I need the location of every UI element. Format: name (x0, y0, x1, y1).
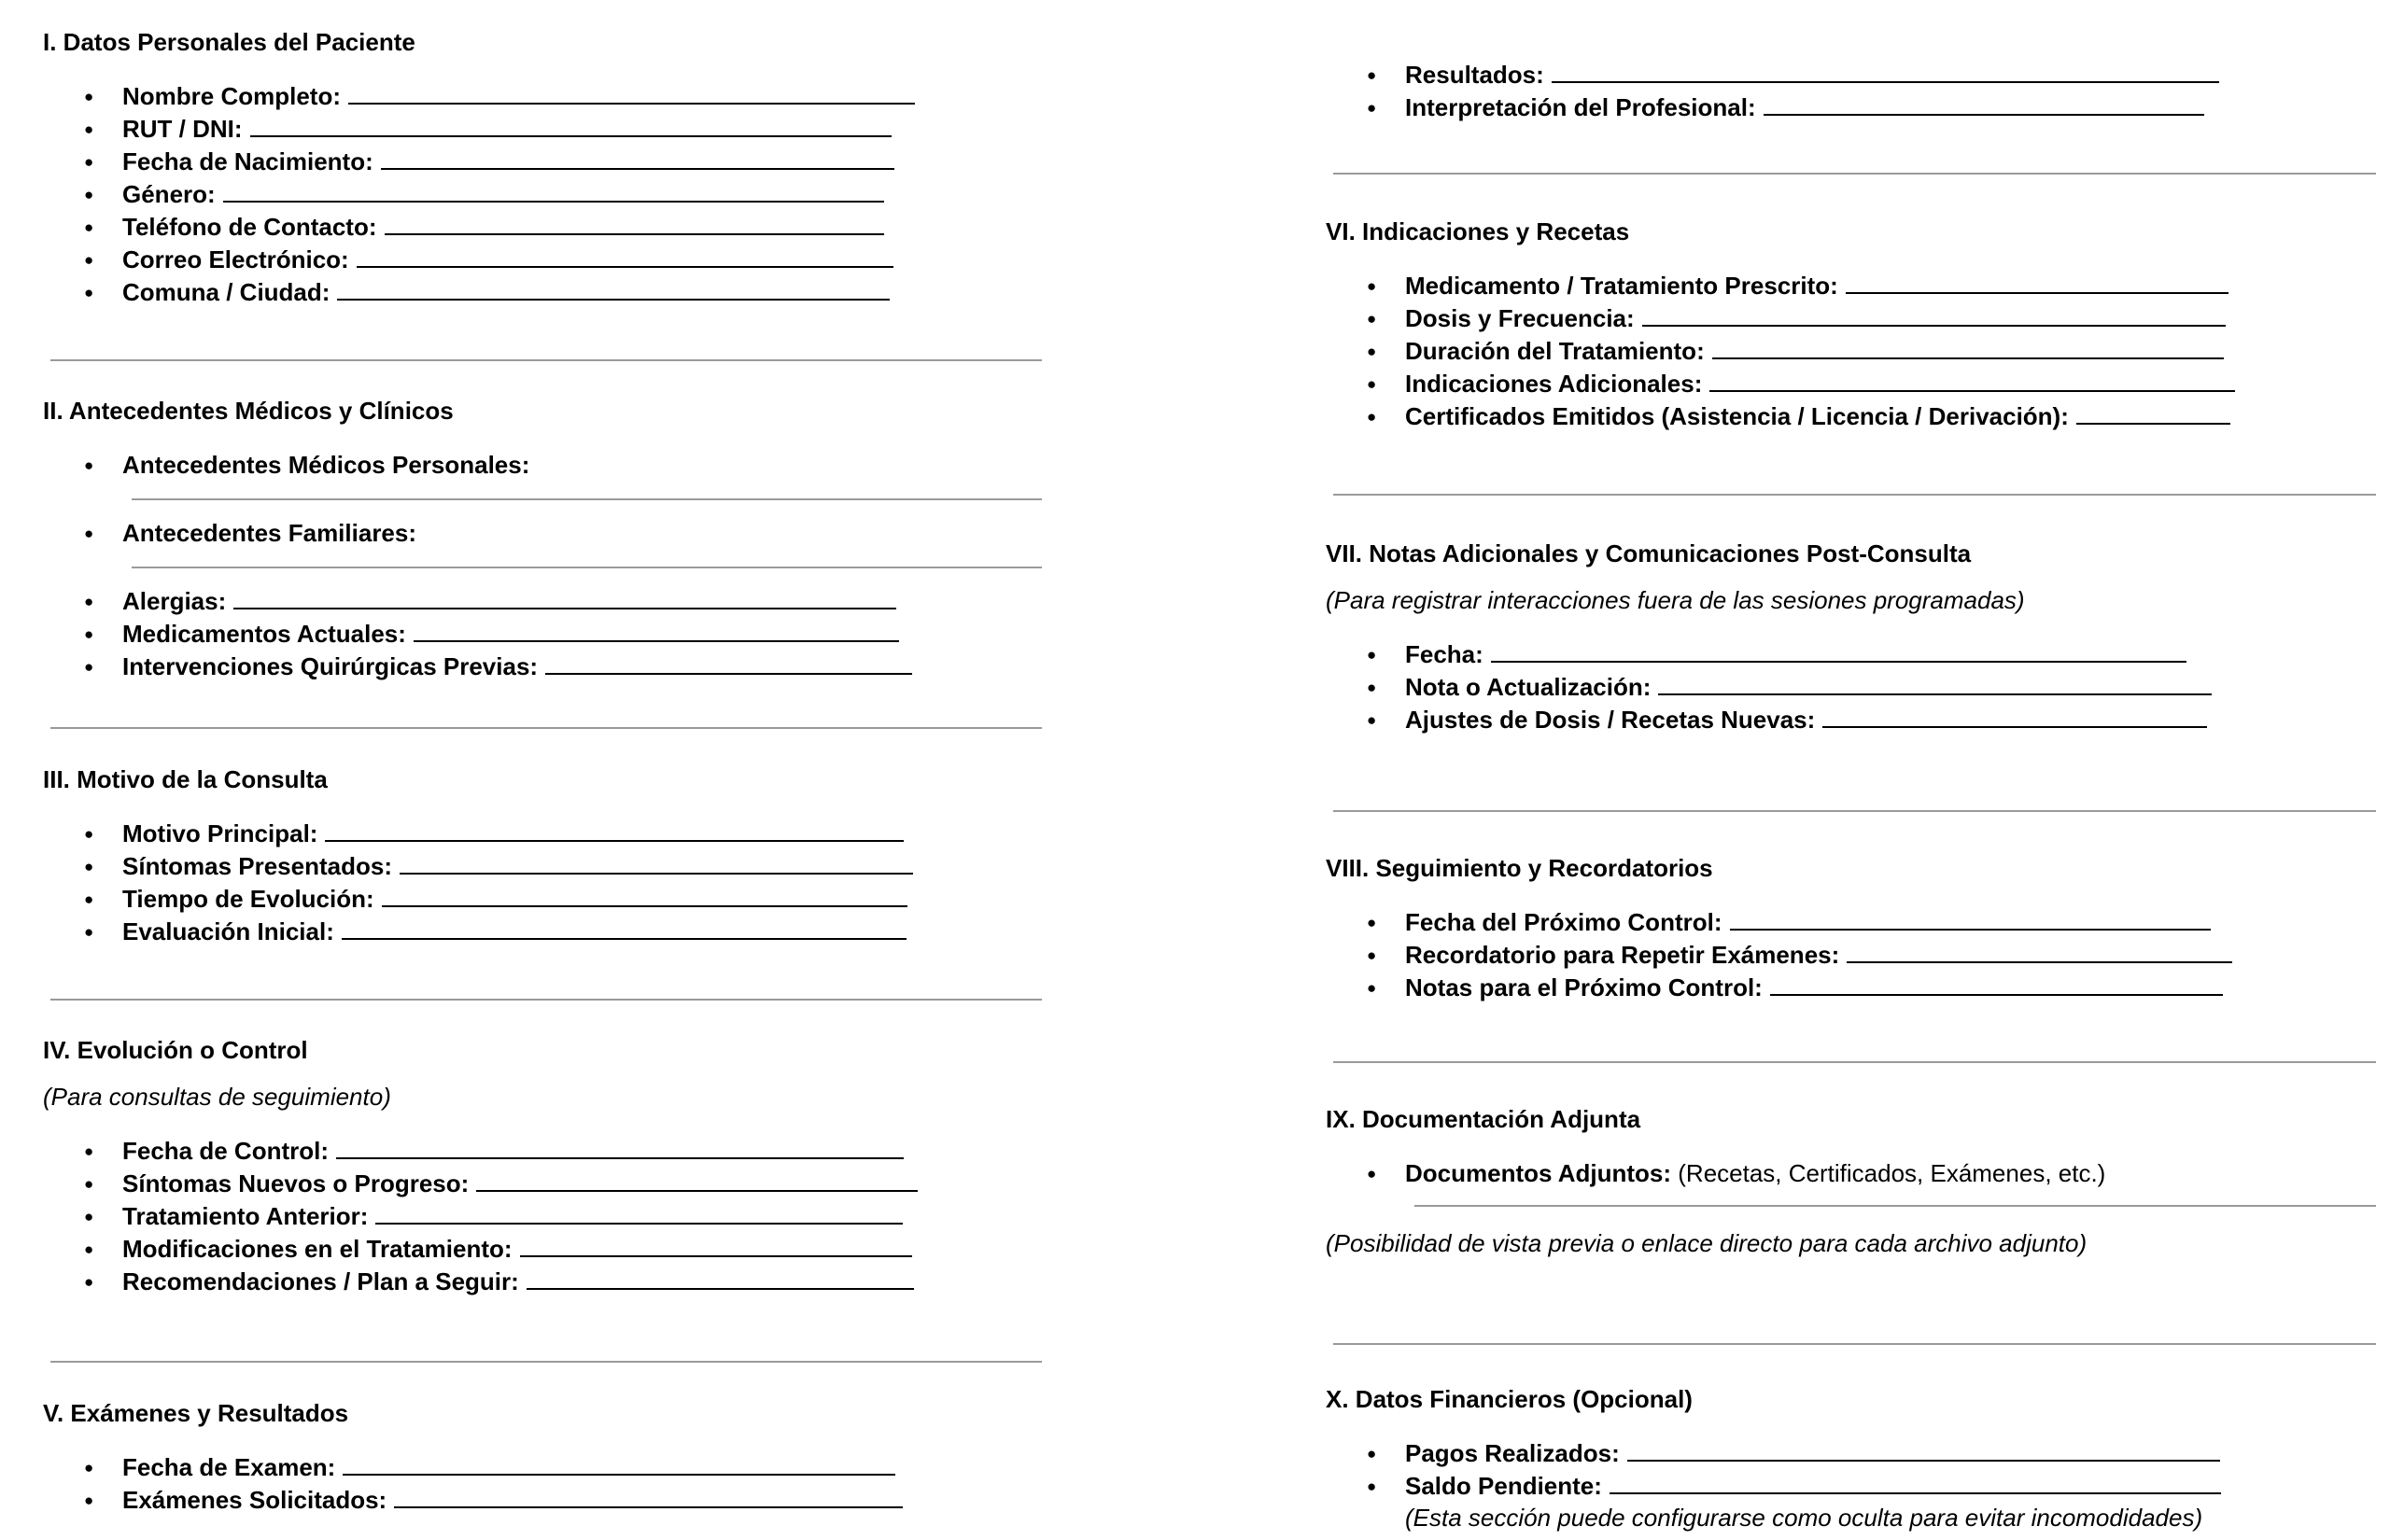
field-label: Resultados: (1405, 61, 1544, 89)
field-label: Antecedentes Familiares: (122, 519, 417, 547)
section-title: V. Exámenes y Resultados (43, 1399, 349, 1427)
field-certificados (1326, 400, 2376, 433)
field-label: Nombre Completo: (122, 82, 341, 110)
field-label: Fecha de Examen: (122, 1453, 336, 1481)
field-label: Nota o Actualización: (1405, 673, 1652, 701)
section-documentacion (1326, 1105, 2376, 1281)
field-blank[interactable] (1491, 638, 2186, 663)
field-label: Síntomas Presentados: (122, 852, 392, 880)
field-label: Exámenes Solicitados: (122, 1486, 387, 1514)
field-label: Duración del Tratamiento: (1405, 337, 1705, 365)
section-title: VI. Indicaciones y Recetas (1326, 217, 1630, 245)
field-label: Saldo Pendiente: (1405, 1472, 1602, 1500)
section-divider (1333, 1343, 2376, 1345)
field-list (1326, 59, 2376, 124)
field-list (1326, 906, 2376, 1004)
field-label: Teléfono de Contacto: (122, 213, 377, 241)
section-title: III. Motivo de la Consulta (43, 765, 328, 793)
field-label: Pagos Realizados: (1405, 1439, 1620, 1467)
field-label: Tratamiento Anterior: (122, 1202, 369, 1230)
section-note: (Para consultas de seguimiento) (43, 1083, 391, 1111)
field-label: Antecedentes Médicos Personales: (122, 451, 530, 479)
section-note: (Posibilidad de vista previa o enlace directo para cada archivo adjunto) (1326, 1229, 2088, 1257)
field-blank[interactable] (1709, 368, 2235, 392)
field-blank[interactable] (1764, 91, 2204, 116)
section-notas-adicionales (1326, 539, 2376, 736)
section-divider (1333, 810, 2376, 812)
field-label: Indicaciones Adicionales: (1405, 370, 1703, 398)
field-blank[interactable] (337, 276, 890, 301)
section-divider (50, 999, 1042, 1001)
field-modificaciones-tratamiento (43, 1233, 1042, 1266)
field-list (43, 585, 1042, 683)
field-notas-proximo-control (1326, 972, 2376, 1004)
field-blank[interactable] (348, 80, 915, 105)
field-list (43, 818, 1042, 948)
section-seguimiento (1326, 854, 2376, 1004)
field-blank[interactable] (2076, 400, 2230, 425)
field-blank[interactable] (527, 1266, 914, 1290)
field-label: Fecha del Próximo Control: (1405, 908, 1722, 936)
field-evaluacion-inicial (43, 916, 1042, 948)
section-examenes (43, 1399, 1042, 1517)
field-duracion-tratamiento (1326, 335, 2376, 368)
field-examenes-solicitados (43, 1484, 1042, 1517)
field-blank[interactable] (325, 818, 904, 842)
field-antecedentes-familiares (43, 517, 1042, 550)
field-blank[interactable] (400, 850, 913, 875)
field-label: Alergias: (122, 587, 227, 615)
field-nombre-completo (43, 80, 1042, 113)
field-documentos-adjuntos (1326, 1157, 2376, 1190)
field-blank[interactable] (1770, 972, 2223, 996)
field-blank[interactable] (357, 244, 893, 268)
field-label: Motivo Principal: (122, 819, 318, 847)
field-list (1326, 638, 2376, 736)
field-blank[interactable] (342, 916, 907, 940)
field-nota-actualizacion (1326, 671, 2376, 704)
field-blank[interactable] (382, 883, 907, 907)
field-blank[interactable] (1658, 671, 2212, 695)
field-list (1326, 1437, 2376, 1503)
field-sintomas-presentados (43, 850, 1042, 883)
field-label: Notas para el Próximo Control: (1405, 973, 1763, 1001)
section-financieros (1326, 1385, 2376, 1533)
field-recordatorio-examenes (1326, 939, 2376, 972)
field-fecha-nacimiento (43, 146, 1042, 178)
field-interpretacion (1326, 91, 2376, 124)
field-blank[interactable] (414, 618, 899, 642)
field-blank[interactable] (1712, 335, 2224, 359)
field-list (1326, 270, 2376, 433)
field-antecedentes-personales (43, 449, 1042, 482)
section-motivo-consulta (43, 765, 1042, 948)
field-blank[interactable] (1552, 59, 2219, 83)
field-label: Recomendaciones / Plan a Seguir: (122, 1267, 519, 1295)
field-blank[interactable] (1627, 1437, 2220, 1462)
answer-line[interactable] (1414, 1192, 2376, 1207)
field-medicamentos-actuales (43, 618, 1042, 651)
field-label: Comuna / Ciudad: (122, 278, 330, 306)
field-blank[interactable] (1846, 270, 2228, 294)
field-blank[interactable] (1847, 939, 2232, 963)
section-title: VIII. Seguimiento y Recordatorios (1326, 854, 1713, 882)
field-genero (43, 178, 1042, 211)
field-comuna-ciudad (43, 276, 1042, 309)
section-title: I. Datos Personales del Paciente (43, 28, 415, 56)
field-list (43, 1135, 1042, 1298)
field-fecha-control (43, 1135, 1042, 1168)
field-blank[interactable] (545, 651, 912, 675)
answer-line[interactable] (132, 485, 1042, 500)
section-title: II. Antecedentes Médicos y Clínicos (43, 397, 454, 425)
field-list (43, 1451, 1042, 1517)
field-label: Documentos Adjuntos: (1405, 1159, 1672, 1187)
field-label: Tiempo de Evolución: (122, 885, 374, 913)
field-label: Intervenciones Quirúrgicas Previas: (122, 652, 539, 680)
section-title: IV. Evolución o Control (43, 1036, 308, 1064)
field-saldo-pendiente (1326, 1470, 2376, 1503)
field-alergias (43, 585, 1042, 618)
field-blank[interactable] (336, 1135, 904, 1159)
field-blank[interactable] (250, 113, 892, 137)
field-sintomas-nuevos (43, 1168, 1042, 1200)
field-ajustes-dosis (1326, 704, 2376, 736)
field-label: Fecha de Nacimiento: (122, 147, 373, 175)
field-list (43, 517, 1042, 550)
field-label: Medicamentos Actuales: (122, 620, 406, 648)
field-label: Síntomas Nuevos o Progreso: (122, 1169, 470, 1197)
field-label: Evaluación Inicial: (122, 917, 334, 945)
field-intervenciones (43, 651, 1042, 683)
section-divider (1333, 173, 2376, 175)
section-note: (Para registrar interacciones fuera de las sesiones programadas) (1326, 586, 2025, 614)
field-blank[interactable] (476, 1168, 918, 1192)
section-title: IX. Documentación Adjunta (1326, 1105, 1641, 1133)
field-blank[interactable] (385, 211, 884, 235)
field-list (43, 80, 1042, 309)
field-label: Ajustes de Dosis / Recetas Nuevas: (1405, 706, 1816, 734)
section-divider (50, 727, 1042, 729)
field-dosis-frecuencia (1326, 302, 2376, 335)
field-label: Fecha: (1405, 640, 1483, 668)
field-indicaciones-adicionales (1326, 368, 2376, 400)
section-divider (1333, 494, 2376, 496)
field-fecha-nota (1326, 638, 2376, 671)
field-motivo-principal (43, 818, 1042, 850)
field-rut-dni (43, 113, 1042, 146)
section-divider (50, 1361, 1042, 1363)
field-proximo-control (1326, 906, 2376, 939)
field-blank[interactable] (394, 1484, 903, 1508)
field-list (43, 449, 1042, 482)
section-divider (50, 359, 1042, 361)
section-evolucion-control (43, 1036, 1042, 1298)
field-label: Recordatorio para Repetir Exámenes: (1405, 941, 1840, 969)
answer-line[interactable] (132, 553, 1042, 568)
section-title: X. Datos Financieros (Opcional) (1326, 1385, 1693, 1413)
field-label: Dosis y Frecuencia: (1405, 304, 1635, 332)
field-label: Certificados Emitidos (Asistencia / Licencia / Derivación): (1405, 402, 2069, 430)
field-blank[interactable] (520, 1233, 912, 1257)
field-label: Fecha de Control: (122, 1137, 330, 1165)
field-label: Modificaciones en el Tratamiento: (122, 1235, 513, 1263)
field-telefono (43, 211, 1042, 244)
field-blank[interactable] (1610, 1470, 2221, 1494)
field-resultados (1326, 59, 2376, 91)
section-examenes-continued (1326, 59, 2376, 124)
field-blank[interactable] (223, 178, 884, 203)
field-recomendaciones (43, 1266, 1042, 1298)
field-label: Género: (122, 180, 216, 208)
field-label: Interpretación del Profesional: (1405, 93, 1756, 121)
field-label: Medicamento / Tratamiento Prescrito: (1405, 272, 1838, 300)
section-subnote: (Esta sección puede configurarse como oculta para evitar incomodidades) (1405, 1504, 2203, 1532)
field-label: Correo Electrónico: (122, 245, 349, 273)
field-tratamiento-anterior (43, 1200, 1042, 1233)
field-correo (43, 244, 1042, 276)
field-fecha-examen (43, 1451, 1042, 1484)
field-blank[interactable] (375, 1200, 903, 1225)
section-title: VII. Notas Adicionales y Comunicaciones Post-Consulta (1326, 539, 1972, 567)
field-label: RUT / DNI: (122, 115, 243, 143)
field-list (1326, 1157, 2376, 1190)
field-tiempo-evolucion (43, 883, 1042, 916)
field-blank[interactable] (1642, 302, 2226, 327)
field-medicamento-prescrito (1326, 270, 2376, 302)
section-indicaciones (1326, 217, 2376, 433)
field-blank[interactable] (381, 146, 894, 170)
field-detail: (Recetas, Certificados, Exámenes, etc.) (1678, 1159, 2106, 1187)
section-datos-personales (43, 28, 1042, 309)
field-blank[interactable] (343, 1451, 895, 1476)
section-divider (1333, 1061, 2376, 1063)
field-pagos-realizados (1326, 1437, 2376, 1470)
field-blank[interactable] (1730, 906, 2211, 931)
field-blank[interactable] (233, 585, 896, 609)
field-blank[interactable] (1822, 704, 2207, 728)
section-antecedentes (43, 397, 1042, 683)
